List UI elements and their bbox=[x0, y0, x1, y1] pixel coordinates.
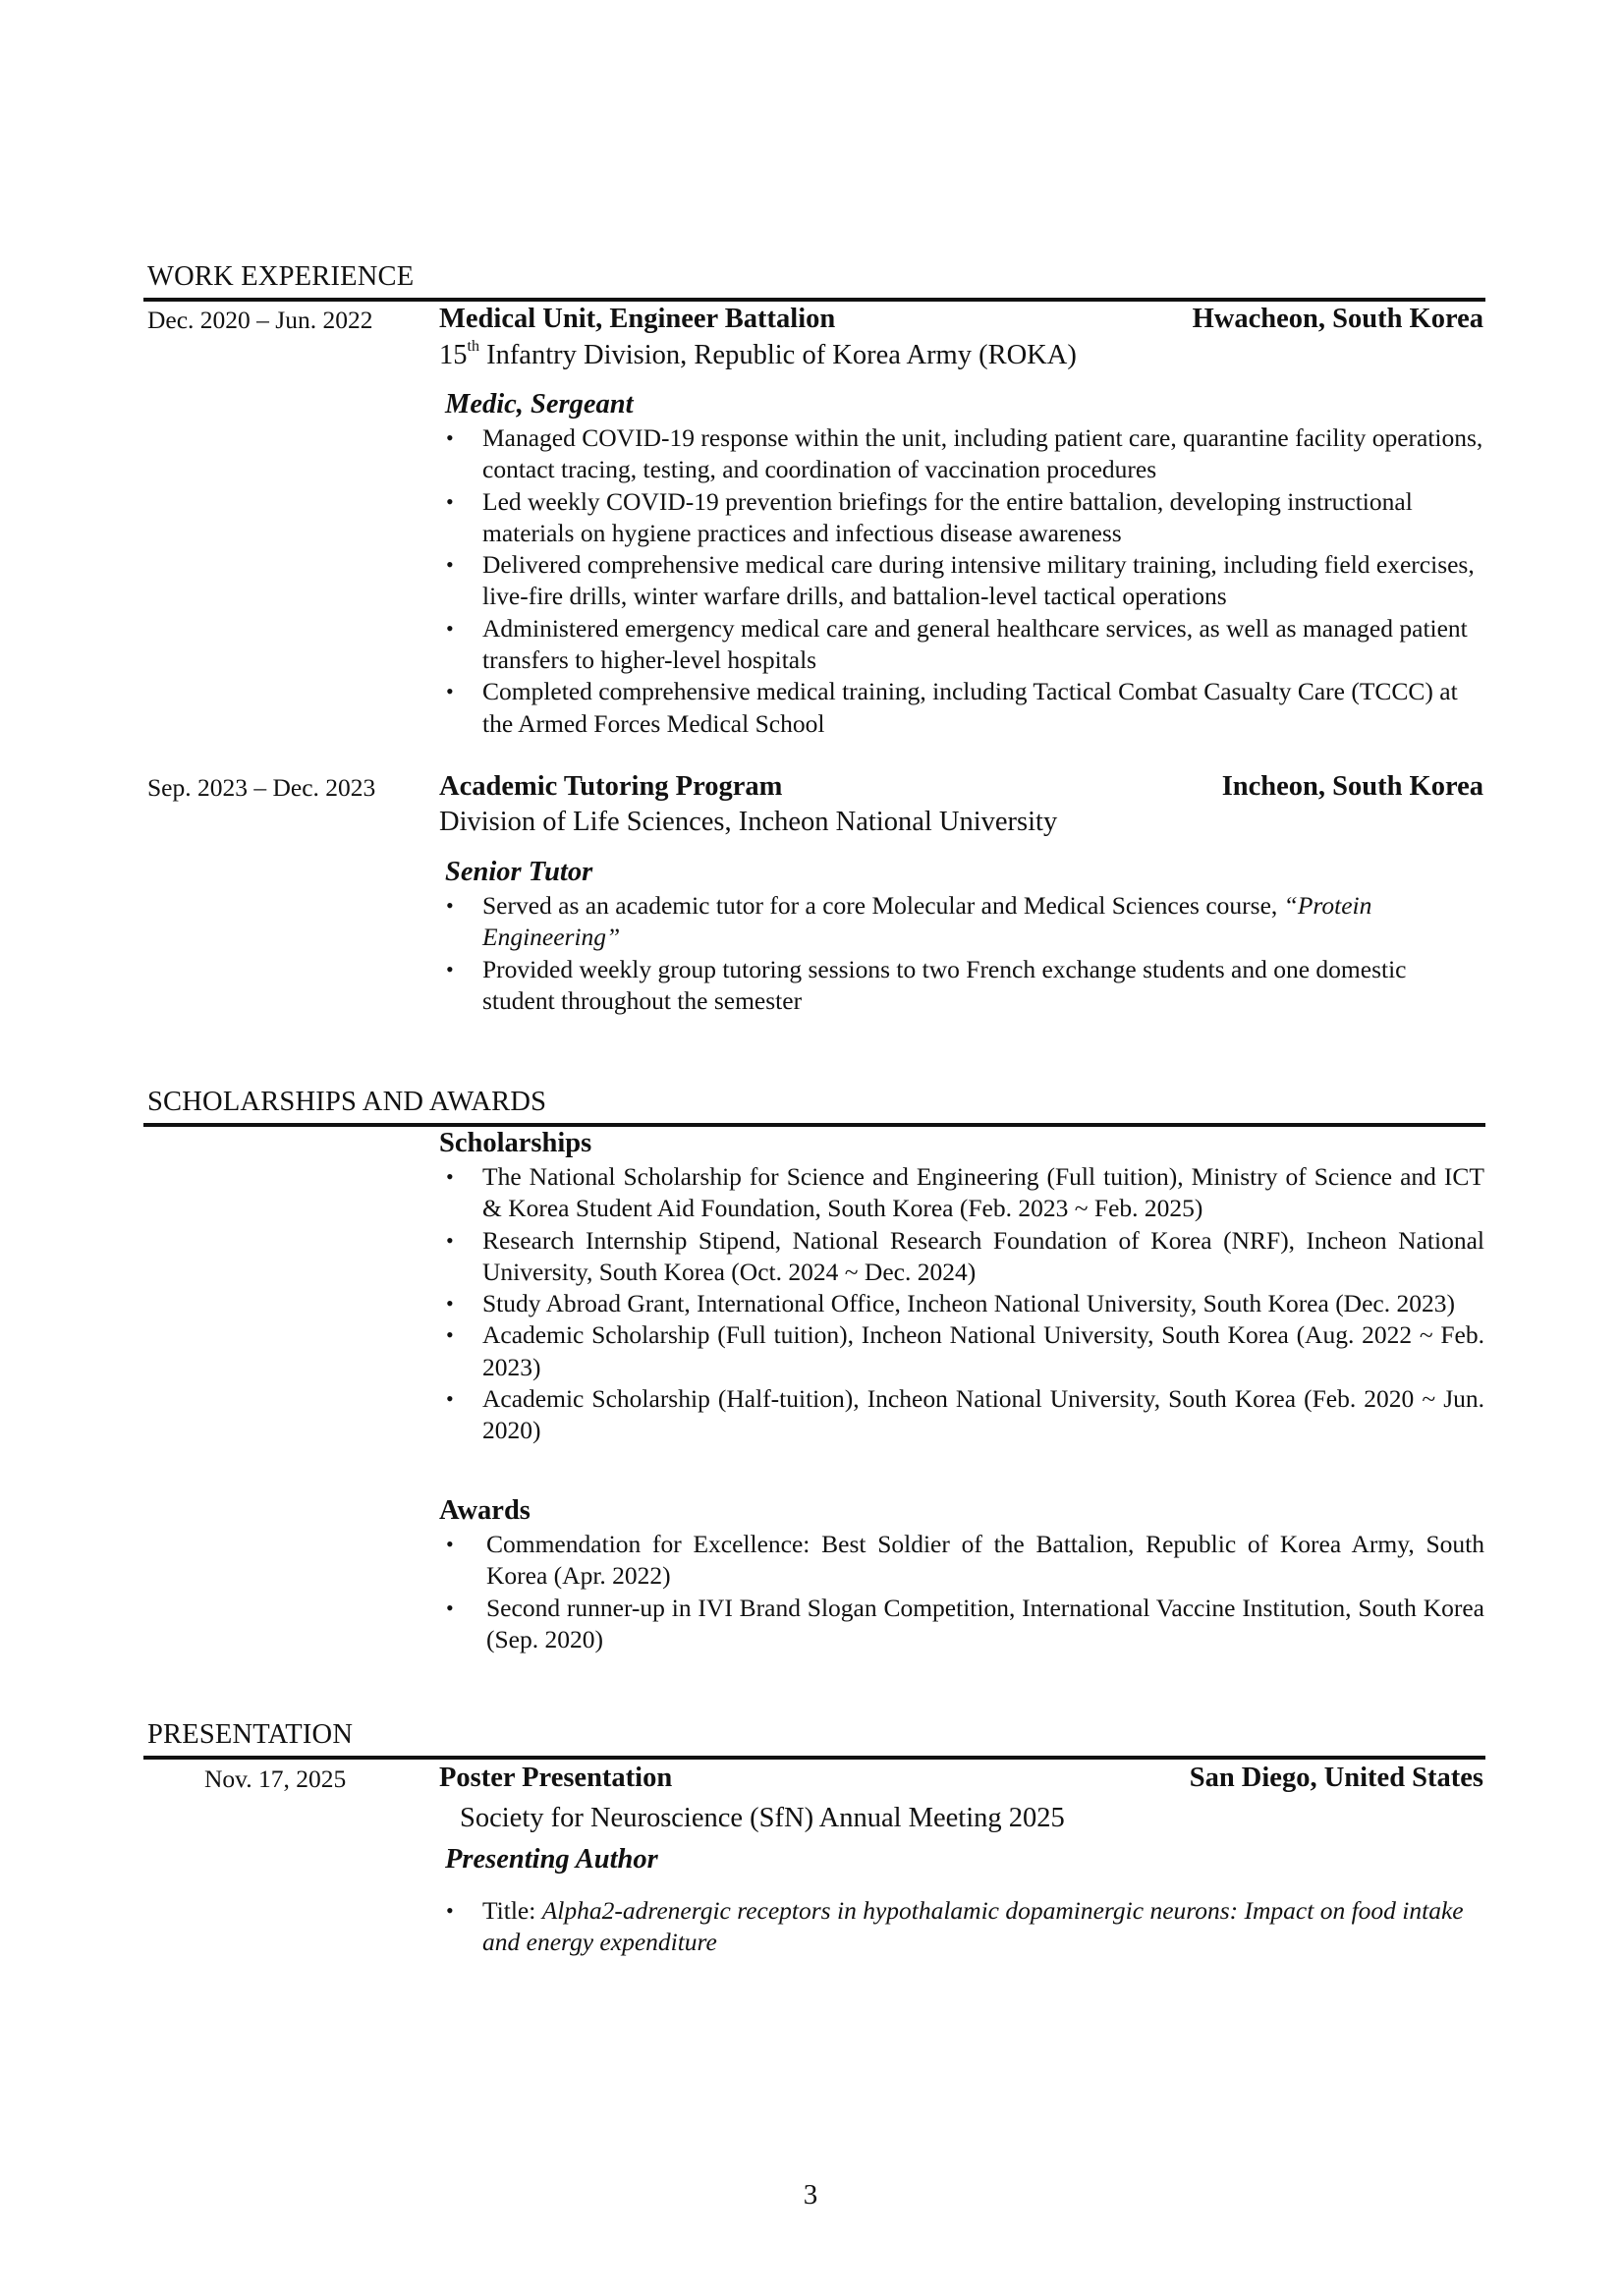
list-item: • Delivered comprehensive medical care during intensive military training, including field exercises, live-fire drills, winter warfare drills, and battalion-level tactical operations bbox=[446, 550, 1475, 611]
list-item: • The National Scholarship for Science and Engineering (Full tuition), Ministry of Science and ICT & Korea Student Aid Foundation, South Korea (Feb. 2023 ~ Feb. 2025) bbox=[446, 1162, 1484, 1223]
entry-location: San Diego, United States bbox=[1189, 1763, 1483, 1793]
section-title-scholarships-awards: SCHOLARSHIPS AND AWARDS bbox=[147, 1087, 547, 1117]
awards-heading: Awards bbox=[439, 1495, 531, 1526]
entry-organization: Medical Unit, Engineer Battalion bbox=[439, 304, 836, 334]
section-divider bbox=[143, 1123, 1485, 1127]
section-title-presentation: PRESENTATION bbox=[147, 1719, 354, 1750]
entry-role: Medic, Sergeant bbox=[445, 389, 634, 420]
bullet-icon: • bbox=[446, 1532, 454, 1556]
section-divider bbox=[143, 298, 1485, 302]
scholarships-list bbox=[439, 1161, 1484, 1447]
entry-role: Presenting Author bbox=[445, 1844, 658, 1875]
entry-date: Dec. 2020 – Jun. 2022 bbox=[147, 306, 373, 334]
list-item: • Commendation for Excellence: Best Soldier of the Battalion, Republic of Korea Army, South Korea (Apr. 2022) bbox=[446, 1530, 1484, 1591]
bullet-icon: • bbox=[446, 552, 454, 578]
entry-location: Incheon, South Korea bbox=[1221, 771, 1483, 802]
list-item: • Provided weekly group tutoring sessions to two French exchange students and one domestic student throughout the semester bbox=[446, 954, 1407, 1015]
entry-organization: Poster Presentation bbox=[439, 1763, 673, 1793]
list-item: • Served as an academic tutor for a core Molecular and Medical Sciences course, “Protein Engineering” bbox=[446, 891, 1372, 952]
bullet-icon: • bbox=[446, 956, 454, 981]
entry-bullet-list bbox=[439, 422, 1484, 740]
bullet-icon: • bbox=[446, 893, 454, 918]
section-title-work-experience: WORK EXPERIENCE bbox=[147, 261, 415, 292]
bullet-icon: • bbox=[446, 679, 454, 704]
entry-subtitle: Society for Neuroscience (SfN) Annual Meeting 2025 bbox=[460, 1803, 1065, 1833]
bullet-icon: • bbox=[446, 1291, 454, 1316]
entry-role: Senior Tutor bbox=[445, 857, 593, 887]
list-item: • Administered emergency medical care and general healthcare services, as well as managed patient transfers to higher-level hospitals bbox=[446, 613, 1468, 675]
bullet-icon: • bbox=[446, 488, 454, 514]
entry-date: Nov. 17, 2025 bbox=[204, 1764, 347, 1793]
list-item: • Title: Alpha2-adrenergic receptors in hypothalamic dopaminergic neurons: Impact on food intake and energy expenditure bbox=[446, 1896, 1464, 1957]
list-item: • Academic Scholarship (Full tuition), Incheon National University, South Korea (Aug. 2022 ~ Feb. 2023) bbox=[446, 1320, 1484, 1381]
entry-date: Sep. 2023 – Dec. 2023 bbox=[147, 773, 376, 802]
bullet-icon: • bbox=[446, 1227, 454, 1253]
list-item: • Managed COVID-19 response within the unit, including patient care, quarantine facility operations, contact tracing, testing, and coordination of vaccination procedures bbox=[446, 423, 1483, 484]
list-item: • Led weekly COVID-19 prevention briefings for the entire battalion, developing instructional materials on hygiene practices and infectious disease awareness bbox=[446, 486, 1413, 547]
bullet-icon: • bbox=[446, 1322, 454, 1348]
awards-list bbox=[439, 1529, 1484, 1655]
bullet-icon: • bbox=[446, 1386, 454, 1412]
entry-subtitle: Division of Life Sciences, Incheon National University bbox=[439, 807, 1058, 837]
scholarships-heading: Scholarships bbox=[439, 1128, 592, 1158]
list-item: • Academic Scholarship (Half-tuition), Incheon National University, South Korea (Feb. 2020 ~ Jun. 2020) bbox=[446, 1384, 1484, 1445]
bullet-icon: • bbox=[446, 425, 454, 450]
bullet-icon: • bbox=[446, 1898, 454, 1923]
list-item: • Study Abroad Grant, International Office, Incheon National University, South Korea (Dec. 2023) bbox=[439, 1288, 1484, 1319]
entry-bullet-list bbox=[439, 890, 1484, 1017]
list-item: • Research Internship Stipend, National Research Foundation of Korea (NRF), Incheon National University, South Korea (Oct. 2024 ~ Dec. 2024) bbox=[446, 1225, 1484, 1286]
bullet-icon: • bbox=[446, 1595, 454, 1620]
list-item: • Second runner-up in IVI Brand Slogan Competition, International Vaccine Institution, South Korea (Sep. 2020) bbox=[446, 1593, 1484, 1653]
page-number: 3 bbox=[803, 2179, 818, 2211]
entry-subtitle: 15th Infantry Division, Republic of Korea Army (ROKA) bbox=[439, 337, 1077, 370]
bullet-icon: • bbox=[446, 1164, 454, 1189]
bullet-icon: • bbox=[446, 615, 454, 641]
section-divider bbox=[143, 1756, 1485, 1760]
entry-location: Hwacheon, South Korea bbox=[1192, 304, 1483, 334]
entry-organization: Academic Tutoring Program bbox=[439, 771, 783, 802]
list-item: • Completed comprehensive medical training, including Tactical Combat Casualty Care (TCCC) at the Armed Forces Medical School bbox=[446, 677, 1458, 738]
presentation-bullet-list bbox=[439, 1895, 1484, 1959]
